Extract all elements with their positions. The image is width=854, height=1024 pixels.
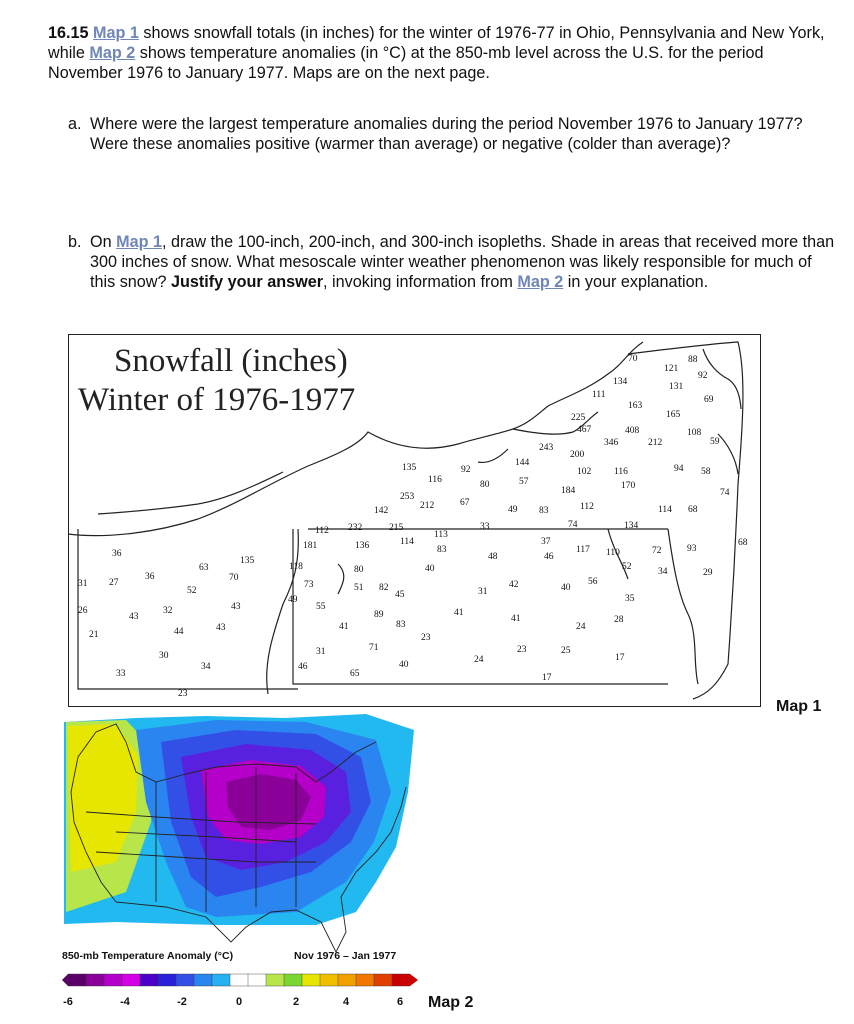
- snow-value: 73: [304, 580, 314, 590]
- snow-value: 118: [289, 562, 303, 572]
- snow-value: 114: [658, 505, 672, 515]
- map2-link-b[interactable]: Map 2: [517, 273, 564, 291]
- snow-value: 135: [402, 463, 417, 473]
- colorbar-cell: [230, 974, 248, 986]
- snow-value: 68: [688, 505, 698, 515]
- snow-value: 55: [316, 602, 326, 612]
- snow-value: 113: [434, 530, 448, 540]
- colorbar-cell: [158, 974, 176, 986]
- snow-value: 48: [488, 552, 498, 562]
- snow-value: 142: [374, 506, 389, 516]
- snow-value: 46: [544, 552, 554, 562]
- snow-value: 89: [374, 610, 384, 620]
- snow-value: 25: [561, 646, 571, 656]
- snow-value: 83: [539, 506, 549, 516]
- snow-value: 35: [625, 594, 635, 604]
- snow-value: 27: [109, 578, 119, 588]
- snow-value: 52: [622, 562, 632, 572]
- snow-value: 88: [688, 355, 698, 365]
- colorbar-tick: -6: [63, 996, 73, 1008]
- snow-value: 135: [240, 556, 255, 566]
- colorbar-tick: -4: [120, 996, 130, 1008]
- snow-value: 23: [178, 689, 188, 699]
- colorbar-cell: [104, 974, 122, 986]
- snow-value: 215: [389, 523, 404, 533]
- colorbar-cell: [194, 974, 212, 986]
- colorbar-cell: [374, 974, 392, 986]
- snow-value: 43: [231, 602, 241, 612]
- snow-value: 80: [480, 480, 490, 490]
- snow-value: 57: [519, 477, 529, 487]
- snow-value: 21: [89, 630, 99, 640]
- snow-value: 92: [698, 371, 708, 381]
- snow-value: 111: [592, 390, 606, 400]
- snow-value: 134: [624, 521, 639, 531]
- snow-value: 44: [174, 627, 184, 637]
- colorbar-period: Nov 1976 – Jan 1977: [294, 950, 397, 962]
- snow-value: 408: [625, 426, 640, 436]
- snow-value: 33: [480, 522, 490, 532]
- snow-value: 83: [437, 545, 447, 555]
- snow-value: 212: [420, 501, 435, 511]
- colorbar-cell: [140, 974, 158, 986]
- snow-value: 116: [428, 475, 442, 485]
- colorbar: [62, 974, 418, 986]
- question-b-text-4: in your explanation.: [563, 273, 709, 291]
- snow-value: 43: [216, 623, 226, 633]
- snow-value: 31: [478, 587, 488, 597]
- snow-value: 49: [288, 595, 298, 605]
- snow-value: 93: [687, 544, 697, 554]
- colorbar-ticks: [63, 996, 403, 1008]
- snow-value: 46: [298, 662, 308, 672]
- snow-value: 72: [652, 546, 662, 556]
- map1-link-b[interactable]: Map 1: [116, 233, 162, 251]
- snow-value: 32: [163, 606, 173, 616]
- intro-text-2: shows temperature anomalies (in °C) at the 850-mb level across the U.S. for the period November 1976 to January 1977. Maps are on the next page.: [48, 44, 764, 82]
- snow-value: 108: [687, 428, 702, 438]
- snow-value: 83: [396, 620, 406, 630]
- snow-value: 163: [628, 401, 643, 411]
- colorbar-tick: -2: [177, 996, 187, 1008]
- colorbar-tick: 6: [396, 996, 404, 1008]
- colorbar-cell: [248, 974, 266, 986]
- map2-link[interactable]: Map 2: [89, 44, 136, 62]
- snow-value: 63: [199, 563, 209, 573]
- snow-value: 74: [720, 488, 730, 498]
- colorbar-cell: [338, 974, 356, 986]
- question-b-bold: Justify your answer: [170, 273, 324, 291]
- temperature-anomaly-map: [56, 712, 436, 1014]
- colorbar-tick: 2: [292, 996, 300, 1008]
- question-b-text: [90, 232, 838, 292]
- intro-paragraph: [48, 23, 838, 83]
- snow-value: 121: [664, 364, 679, 374]
- snow-value: 165: [666, 410, 681, 420]
- snow-value: 17: [542, 673, 552, 683]
- question-b-text-2: , draw the 100-inch, 200-inch, and 300-inch isopleths. Shade in areas that received more than 300 inches of snow. What mesoscale winter weather phenomenon was likely responsible for much of this snow?: [90, 233, 835, 291]
- snow-value: 33: [116, 669, 126, 679]
- map1-caption: Map 1: [776, 698, 822, 715]
- question-b: [68, 232, 838, 292]
- colorbar-cell: [320, 974, 338, 986]
- snow-value: 42: [509, 580, 519, 590]
- snow-value: 80: [354, 565, 364, 575]
- snow-value: 212: [648, 438, 663, 448]
- snow-value: 31: [316, 647, 326, 657]
- snow-value: 59: [710, 437, 720, 447]
- snow-value: 225: [571, 413, 586, 423]
- snow-value: 36: [145, 572, 155, 582]
- snow-value: 30: [159, 651, 169, 661]
- snow-value: 112: [580, 502, 594, 512]
- colorbar-arrow-left: [62, 974, 68, 986]
- map1-title-line2: Winter of 1976-1977: [78, 382, 356, 418]
- question-b-text-1: On: [90, 233, 117, 251]
- snow-value: 116: [614, 467, 628, 477]
- question-a-label: a.: [68, 115, 82, 133]
- snow-value: 40: [561, 583, 571, 593]
- colorbar-tick: 0: [235, 996, 243, 1008]
- snow-value: 94: [674, 464, 684, 474]
- snow-value: 29: [703, 568, 713, 578]
- problem-number: 16.15: [48, 24, 89, 42]
- snow-value: 49: [508, 505, 518, 515]
- question-a: [68, 114, 838, 154]
- intro-text-1: shows snowfall totals (in inches) for the winter of 1976-77 in Ohio, Pennsylvania and New York, while: [48, 24, 825, 62]
- colorbar-cell: [122, 974, 140, 986]
- snow-value: 346: [604, 438, 619, 448]
- snow-value: 17: [615, 653, 625, 663]
- snow-value: 70: [229, 573, 239, 583]
- colorbar-cells: [68, 974, 410, 986]
- snow-value: 37: [541, 537, 551, 547]
- snow-value: 144: [515, 458, 530, 468]
- snow-value: 253: [400, 492, 415, 502]
- snow-value: 74: [568, 520, 578, 530]
- colorbar-cell: [356, 974, 374, 986]
- snow-value: 23: [517, 645, 527, 655]
- colorbar-cell: [266, 974, 284, 986]
- colorbar-cell: [176, 974, 194, 986]
- snow-value: 24: [576, 622, 586, 632]
- snow-value: 82: [379, 583, 389, 593]
- snow-value: 36: [112, 549, 122, 559]
- colorbar-arrow-right: [410, 974, 418, 986]
- colorbar-cell: [302, 974, 320, 986]
- snow-value: 26: [78, 606, 88, 616]
- colorbar-cell: [392, 974, 410, 986]
- snow-value: 43: [129, 612, 139, 622]
- snow-value: 181: [303, 541, 318, 551]
- snow-value: 65: [350, 669, 360, 679]
- snow-value: 40: [399, 660, 409, 670]
- snow-value: 34: [658, 567, 668, 577]
- snow-value: 28: [614, 615, 624, 625]
- snow-value: 58: [701, 467, 711, 477]
- snow-value: 67: [460, 498, 470, 508]
- snow-value: 69: [704, 395, 714, 405]
- colorbar-cell: [86, 974, 104, 986]
- snow-value: 41: [339, 622, 349, 632]
- snow-value: 41: [511, 614, 521, 624]
- map2-caption: Map 2: [428, 994, 474, 1011]
- snow-value: 134: [613, 377, 628, 387]
- snow-value: 92: [461, 465, 471, 475]
- snow-value: 40: [425, 564, 435, 574]
- snow-value: 23: [421, 633, 431, 643]
- snow-value: 68: [738, 538, 748, 548]
- snow-value: 51: [354, 583, 364, 593]
- snow-value: 112: [315, 526, 329, 536]
- snow-value: 117: [576, 545, 590, 555]
- map1-link[interactable]: Map 1: [93, 24, 139, 42]
- snow-value: 31: [78, 579, 88, 589]
- colorbar-tick: 4: [342, 996, 350, 1008]
- question-b-text-3: , invoking information from: [323, 273, 518, 291]
- snow-value: 34: [201, 662, 211, 672]
- snow-value: 131: [669, 382, 684, 392]
- map1-title-line1: Snowfall (inches): [114, 343, 348, 379]
- snow-value: 110: [606, 548, 620, 558]
- snow-value: 243: [539, 443, 554, 453]
- colorbar-cell: [68, 974, 86, 986]
- snow-value: 45: [395, 590, 405, 600]
- snow-value: 467: [577, 425, 592, 435]
- snow-value: 52: [187, 586, 197, 596]
- colorbar-title: 850-mb Temperature Anomaly (°C): [62, 950, 234, 962]
- snowfall-map: [68, 334, 761, 707]
- colorbar-cell: [212, 974, 230, 986]
- snow-value: 200: [570, 450, 585, 460]
- snow-value: 114: [400, 537, 414, 547]
- question-b-label: b.: [68, 233, 82, 251]
- question-a-text: Where were the largest temperature anomalies during the period November 1976 to January 1977? Were these anomalies positive (warmer than average) or negative (colder than average)?: [90, 115, 803, 153]
- snow-value: 24: [474, 655, 484, 665]
- snow-value: 56: [588, 577, 598, 587]
- snow-value: 71: [369, 643, 379, 653]
- anomaly-shading: [64, 714, 414, 925]
- snow-value: 70: [628, 354, 638, 364]
- snow-value: 232: [348, 523, 363, 533]
- snow-value: 41: [454, 608, 464, 618]
- snow-value: 136: [355, 541, 370, 551]
- snow-value: 102: [577, 467, 592, 477]
- colorbar-cell: [284, 974, 302, 986]
- snow-value: 170: [621, 481, 636, 491]
- snow-value: 184: [561, 486, 576, 496]
